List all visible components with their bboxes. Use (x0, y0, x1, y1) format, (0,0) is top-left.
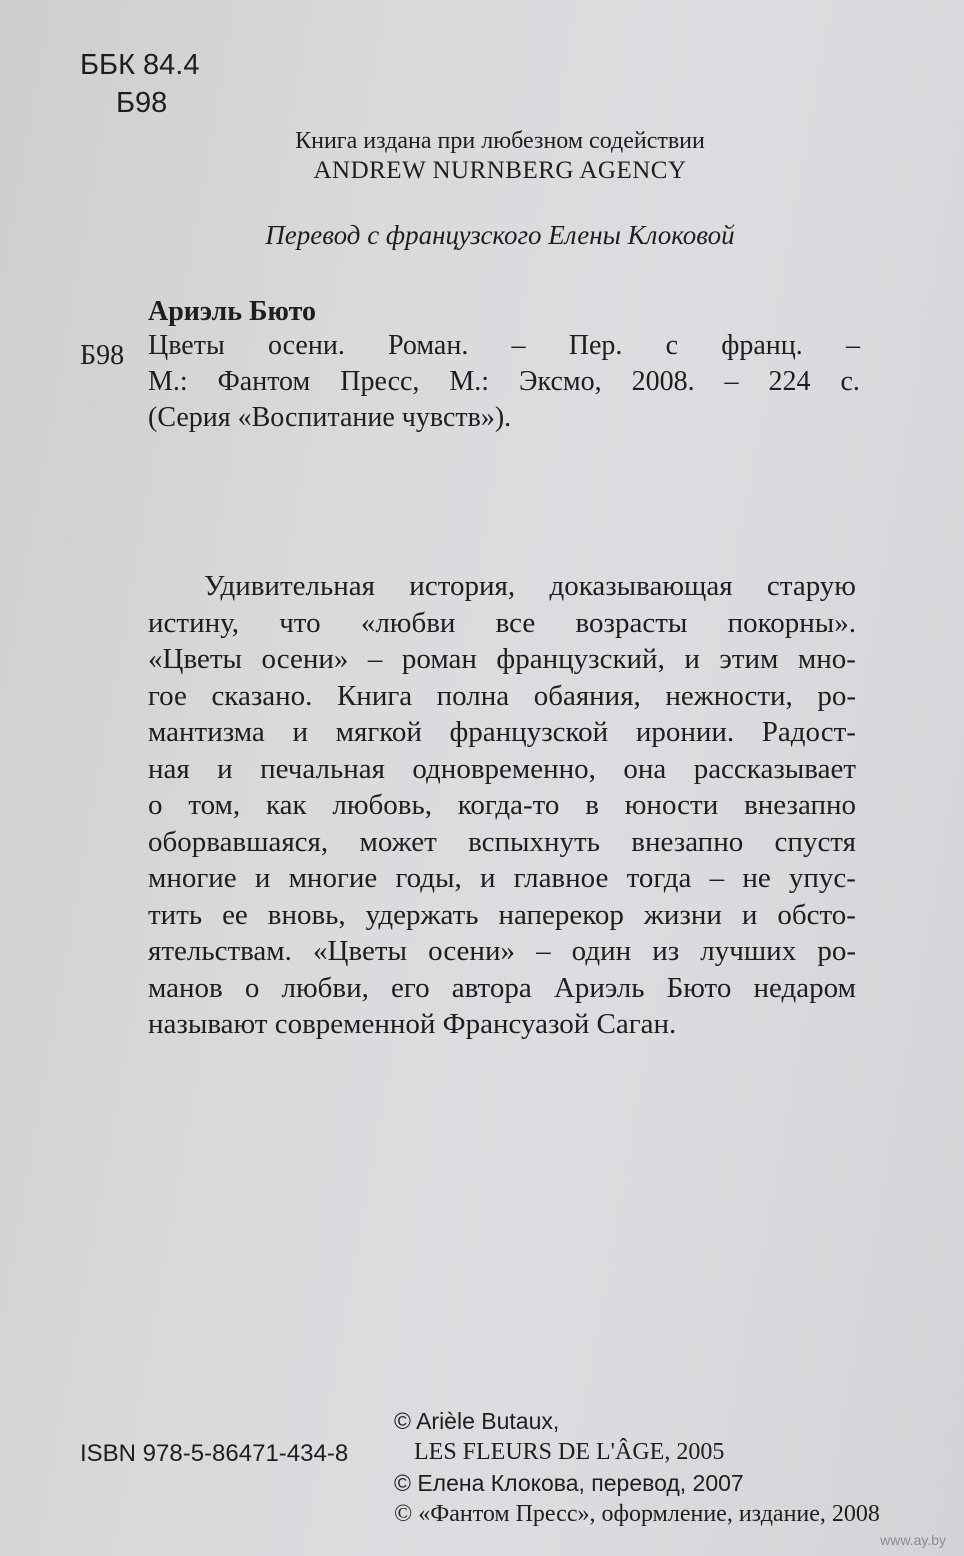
agency-name: ANDREW NURNBERG AGENCY (313, 157, 687, 184)
credit-line: Книга издана при любезном содействии (295, 128, 705, 154)
annotation-line (148, 824, 856, 861)
word: «Цветы (148, 643, 242, 675)
catalog-code: Б98 (80, 340, 125, 371)
word: осени. (267, 330, 345, 361)
word: удержать (365, 898, 479, 931)
copyright-block (394, 1406, 880, 1530)
word: в (585, 789, 599, 821)
annotation-line: называют современной Франсуазой Саган. (148, 1008, 677, 1040)
annotation-line (148, 751, 856, 788)
word: осени» (261, 643, 349, 675)
word: – (709, 862, 725, 894)
word: полна (436, 679, 510, 712)
word: ятельствам. (148, 935, 292, 967)
word: гое (148, 679, 187, 712)
word: жизни (643, 898, 722, 931)
biblio-line-1 (148, 328, 860, 364)
word: любви, (281, 971, 369, 1004)
word: ро- (817, 935, 856, 967)
word: Роман. (388, 330, 469, 361)
isbn: ISBN 978-5-86471-434-8 (80, 1440, 349, 1467)
word: наперекор (498, 898, 624, 931)
word: и (254, 862, 271, 894)
word: и (684, 643, 700, 675)
annotation-line (148, 605, 856, 642)
word: тогда (626, 862, 692, 894)
word: и (217, 752, 233, 785)
annotation-line (148, 678, 856, 715)
word: рассказывает (693, 752, 856, 785)
word: – (367, 643, 383, 675)
annotation-line (148, 970, 856, 1007)
word: оборвавшаяся, (148, 825, 329, 858)
word: Цветы (148, 330, 225, 361)
word: ная (148, 752, 190, 785)
word: мантизма (148, 716, 265, 748)
biblio-line-3: (Серия «Воспитание чувств»). (148, 402, 512, 433)
word: осени» (428, 935, 515, 967)
word: покорны». (727, 606, 856, 639)
word: ро- (817, 679, 856, 712)
word: французский, (496, 643, 665, 675)
word: и (741, 898, 758, 931)
word: все (495, 606, 536, 639)
word: один (571, 935, 632, 967)
bbk-block (80, 46, 199, 122)
word: вновь, (267, 898, 346, 931)
word: ее (222, 898, 248, 931)
word: французской (449, 716, 609, 748)
word: его (391, 971, 430, 1004)
annotation-line (148, 787, 856, 824)
word: когда-то (457, 789, 560, 821)
word: этим (719, 643, 779, 675)
copyright-line: © «Фантом Пресс», оформление, издание, 2008 (394, 1501, 880, 1527)
word: многие (148, 862, 237, 894)
word: том, (188, 789, 241, 821)
word: годы, (395, 862, 462, 894)
watermark: www.ay.by (880, 1532, 946, 1548)
word: франц. (721, 330, 803, 361)
word: Ариэль (553, 971, 645, 1004)
word: – (724, 366, 739, 397)
word: «любви (360, 606, 456, 639)
word: тить (148, 898, 203, 931)
annotation (148, 568, 856, 1043)
word: и (292, 716, 308, 748)
word: возрасты (575, 606, 688, 639)
annotation-line (148, 641, 856, 678)
word: что (279, 606, 321, 639)
annotation-line (148, 933, 856, 970)
word: лучших (700, 935, 797, 967)
word: истину, (148, 606, 239, 639)
author-mark: Б98 (116, 87, 168, 119)
word: Бюто (666, 971, 732, 1004)
biblio-line-2 (148, 364, 860, 400)
word: печальная (260, 752, 385, 785)
word: история, (409, 570, 516, 602)
word: многие (288, 862, 378, 894)
word: роман (401, 643, 477, 675)
translator-credit: Перевод с французского Елены Клоковой (265, 220, 735, 250)
word: 224 (768, 366, 811, 397)
word: Радост- (761, 716, 856, 748)
word: о (244, 971, 260, 1004)
word: Книга (336, 679, 413, 712)
word: старую (766, 570, 856, 602)
bbk-index: ББК 84.4 (80, 49, 200, 81)
annotation-line (148, 568, 856, 605)
word: иронии. (635, 716, 735, 748)
word: мягкой (335, 716, 422, 748)
word: внезапно (631, 825, 744, 858)
word: одновременно, (412, 752, 596, 785)
copyright-line: © Arièle Butaux, (394, 1408, 560, 1434)
word: – (511, 330, 526, 361)
word: внезапно (744, 789, 856, 821)
word: юности (624, 789, 719, 821)
word: сказано. (211, 679, 313, 712)
annotation-line (148, 897, 856, 934)
word: как (265, 789, 307, 821)
word: Пресс, (340, 366, 420, 397)
copyright-line: © Елена Клокова, перевод, 2007 (394, 1470, 744, 1496)
word: Пер. (568, 330, 623, 361)
word: и (479, 862, 496, 894)
word: вспыхнуть (468, 825, 600, 858)
word: – (536, 935, 551, 967)
word: автора (451, 971, 532, 1004)
copyright-line: LES FLEURS DE L'ÂGE, 2005 (414, 1439, 725, 1465)
word: Эксмо, (519, 366, 602, 397)
word: манов (148, 971, 223, 1004)
word: упус- (788, 862, 856, 894)
word: из (652, 935, 680, 967)
word: обсто- (777, 898, 856, 931)
word: с. (840, 366, 860, 397)
word: М.: (449, 366, 490, 397)
word: не (742, 862, 771, 894)
word: главное (513, 862, 609, 894)
word: недаром (753, 971, 856, 1004)
catalog-author: Ариэль Бюто (148, 296, 316, 327)
annotation-line (148, 714, 856, 751)
word: обаяния, (533, 679, 641, 712)
word: Фантом (217, 366, 311, 397)
word: может (359, 825, 437, 858)
word: любовь, (332, 789, 432, 821)
word: М.: (148, 366, 188, 397)
annotation-line (148, 860, 856, 897)
word: спустя (774, 825, 856, 858)
word: доказывающая (549, 570, 733, 602)
word: с (665, 330, 679, 361)
word: Удивительная (204, 570, 375, 602)
word: мно- (797, 643, 856, 675)
word: о (148, 789, 163, 821)
word: она (623, 752, 667, 785)
word: 2008. (631, 366, 695, 397)
word: нежности, (665, 679, 793, 712)
word: – (845, 330, 860, 361)
word: «Цветы (313, 935, 408, 967)
bibliographic-description (148, 328, 860, 436)
